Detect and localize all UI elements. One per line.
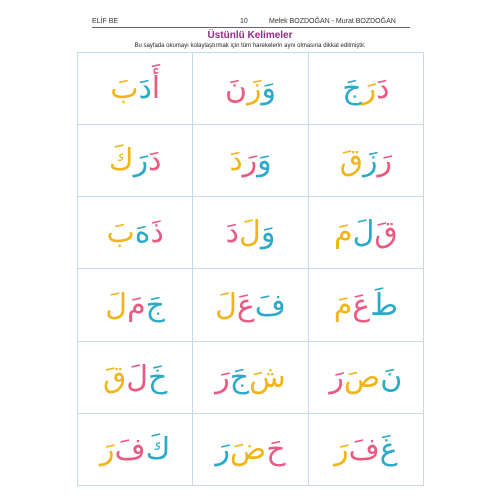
letter: جَ [145,287,166,323]
word-cell [78,342,193,414]
letter: وَ [260,215,276,251]
letter: جَ [342,71,362,107]
letter: رَ [133,143,149,179]
letter: ذَ [150,215,164,251]
letter: هَ [134,215,151,251]
word-cell [78,125,193,197]
word-cell [309,125,424,197]
letter: خَ [148,359,168,395]
letter: ضَ [229,431,267,467]
letter: قَ [374,215,398,251]
letter: رَ [242,143,258,179]
letter: رَ [334,431,349,467]
letter: رَ [377,143,392,179]
letter: كَ [108,143,134,179]
word-cell [309,197,424,269]
letter: حَ [266,431,286,467]
letter: دَ [148,143,162,179]
letter: فَ [348,431,380,467]
word-cell [78,53,193,125]
letter: عَ [236,287,255,323]
word-cell [78,197,193,269]
letter: كَ [145,431,171,467]
word-cell [193,125,308,197]
page-number: 10 [240,18,248,25]
word-cell [309,269,424,341]
word-cell [78,414,193,486]
word-cell [193,197,308,269]
letter: رَ [100,431,115,467]
letter: لَ [352,215,375,251]
letter: مَ [334,215,353,251]
letter: شَ [249,359,286,395]
letter: غَ [379,431,398,467]
letter: فَ [254,287,286,323]
letter: زَ [247,71,262,107]
word-cell [193,414,308,486]
letter: قَ [339,143,363,179]
word-cell [78,269,193,341]
letter: دَ [225,215,240,251]
letter: وَ [257,143,272,179]
word-cell [193,342,308,414]
word-cell [309,414,424,486]
word-cell [309,342,424,414]
letter: لَ [126,359,149,395]
letter: قَ [102,359,127,395]
letter: جَ [229,359,250,395]
letter: مَ [127,287,146,323]
letter: دَ [229,143,243,179]
letter: لَ [215,287,237,323]
letter: عَ [352,287,371,323]
word-grid [77,52,424,486]
letter: رَ [329,359,344,395]
book-title: ELİF BE [92,18,119,25]
word-cell [309,53,424,125]
letter: طَ [370,287,398,323]
letter: زَ [362,143,378,179]
letter: نَ [380,359,403,395]
word-cell [193,269,308,341]
letter: أَ [151,71,161,107]
letter: دَ [376,71,390,107]
letter: مَ [333,287,353,323]
letter: دَ [138,71,152,107]
letter: بَ [106,215,135,251]
word-cell [193,53,308,125]
authors: Melek BOZDOĞAN - Murat BOZDOĞAN [269,18,396,25]
header-rule [92,27,410,28]
letter: وَ [261,71,277,107]
letter: بَ [110,71,139,107]
letter: رَ [215,359,230,395]
letter: لَ [105,287,128,323]
page-title: Üstünlü Kelimeler [207,30,293,41]
letter: نَ [224,71,248,107]
letter: لَ [239,215,261,251]
letter: رَ [361,71,377,107]
page-subtitle: Bu sayfada okumayı kolaylaştırmak için tüm harekelerin aynı olmasına dikkat edilmiştir. [134,43,366,49]
letter: فَ [114,431,146,467]
letter: صَ [343,359,381,395]
letter: رَ [215,431,230,467]
